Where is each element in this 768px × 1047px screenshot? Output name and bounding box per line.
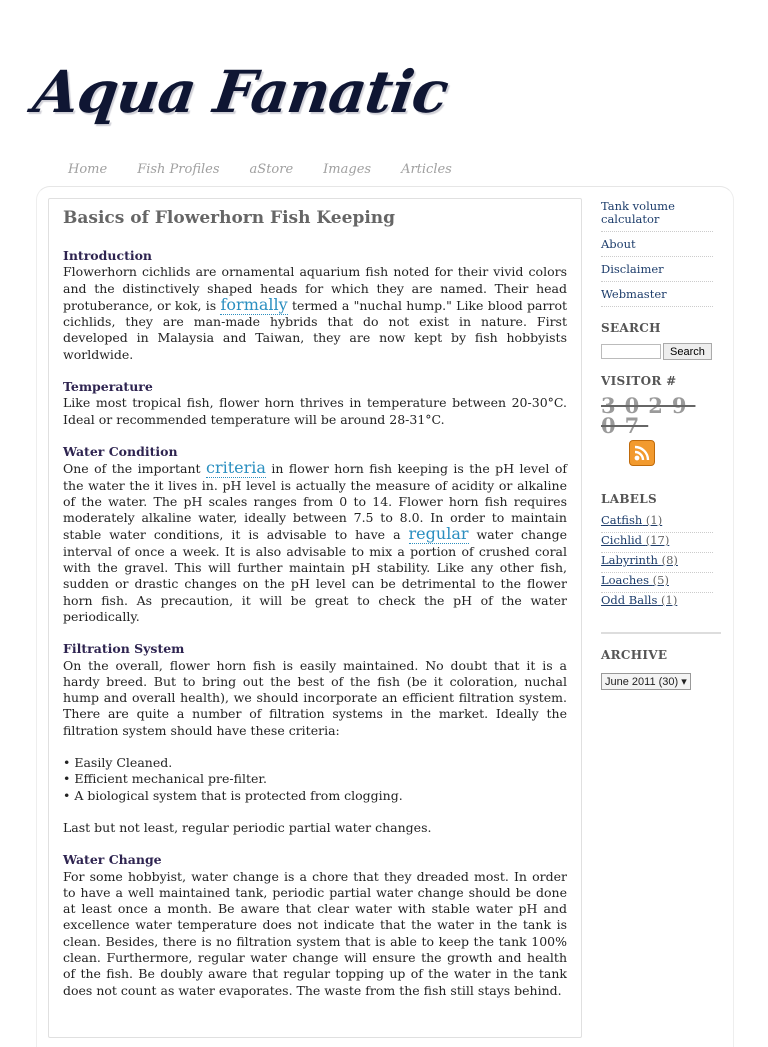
nav-astore[interactable]: aStore [249, 162, 294, 177]
label-catfish[interactable] [601, 514, 713, 533]
feed-widget [601, 438, 713, 478]
post-title[interactable]: Basics of Flowerhorn Fish Keeping [63, 208, 396, 228]
search-button[interactable]: Search [663, 343, 712, 360]
label-count: (1) [661, 593, 678, 607]
paragraph-text: in flower horn fish keeping is the pH level of the water the it lives in. pH level is actually the measure of acidity or alkaline of the water. The pH scales ranges from 0 to 14. Flower horn fish requires moderately alkaline water, ideally between 7.5 to 8.0. In order to maintain stable water conditions, it is advisable to have a [63, 461, 567, 543]
site-title[interactable]: Aqua Fanatic [29, 58, 452, 126]
archive-selected-value: June 2011 (30) [605, 676, 679, 688]
section-heading-water-condition: Water Condition [63, 443, 178, 459]
list-item: • Easily Cleaned. [63, 755, 173, 771]
label-cichlid[interactable] [601, 534, 713, 553]
search-form [601, 343, 713, 360]
label-count: (5) [652, 573, 669, 587]
paragraph-temperature: Like most tropical fish, flower horn thrives in temperature between 20-30°C. Ideal or recommended temperature will be around 28-31°C. [63, 395, 567, 427]
label-name: Odd Balls [601, 593, 658, 607]
section-heading-temperature: Temperature [63, 379, 153, 395]
labels-widget-title: LABELS [601, 492, 657, 506]
top-navigation [68, 162, 482, 177]
label-loaches[interactable] [601, 574, 713, 593]
nav-fish-profiles[interactable]: Fish Profiles [137, 162, 220, 177]
section-heading-introduction: Introduction [63, 248, 153, 263]
sidebar-link-about[interactable]: About [601, 238, 713, 257]
list-item: • A biological system that is protected from clogging. [63, 787, 403, 803]
label-name: Catfish [601, 513, 643, 527]
paragraph-introduction [63, 264, 567, 363]
divider [601, 632, 721, 634]
label-odd-balls[interactable] [601, 594, 713, 612]
visitor-counter: 302907 [601, 393, 696, 438]
nav-images[interactable]: Images [323, 162, 372, 177]
label-name: Labyrinth [601, 553, 658, 567]
blog-post [48, 198, 582, 1038]
paragraph-text: water change interval of once a week. It is also advisable to mix a portion of crushed coral with the gravel. This will further maintain pH stability. Like any other fish, sudden or drastic changes on the pH level can be detrimental to the flower horn fish. As precaution, it will be great to check the pH of the water periodically. [63, 527, 567, 624]
section-heading-water-change: Water Change [63, 852, 162, 868]
list-item: • Efficient mechanical pre-filter. [63, 771, 267, 787]
search-widget-title: SEARCH [601, 321, 661, 335]
label-name: Loaches [601, 573, 649, 587]
visitor-widget-title: VISITOR # [601, 374, 677, 388]
paragraph-text: termed a "nuchal hump." Like blood parrot cichlids, they are man-made hybrids that do not exist in nature. First developed in Malaysia and Taiwan, they are now kept by fish hobbyists worldwide. [63, 297, 567, 362]
label-count: (1) [645, 513, 663, 527]
sidebar-link-tank-volume[interactable]: Tank volume calculator [601, 200, 713, 232]
search-input[interactable] [601, 344, 661, 359]
rss-feed-icon[interactable] [629, 440, 655, 466]
archive-dropdown[interactable] [601, 673, 691, 690]
label-labyrinth[interactable] [601, 554, 713, 573]
rss-glyph-icon [630, 441, 654, 465]
keyword-link-formally[interactable]: formally [220, 294, 288, 314]
sidebar-link-disclaimer[interactable]: Disclaimer [601, 263, 713, 282]
chevron-down-icon: ▾ [681, 676, 687, 688]
keyword-link-regular[interactable]: regular [408, 524, 469, 544]
paragraph-text: One of the important [63, 461, 206, 477]
paragraph-water-condition [63, 460, 567, 625]
nav-home[interactable]: Home [68, 162, 108, 177]
keyword-link-criteria[interactable]: criteria [206, 458, 266, 478]
criteria-list [63, 755, 567, 804]
section-heading-filtration: Filtration System [63, 641, 185, 657]
paragraph-water-change: For some hobbyist, water change is a chore that they dreaded most. In order to have a well maintained tank, periodic partial water change should be done at least once a month. Be aware that clear water with stable water pH and excellence water temperature does not indicate that the water in the tank is clean. Besides, there is no filtration system that is able to keep the tank 100% clean. Furthermore, regular water change will ensure the growth and health of the fish. Be doubly aware that regular topping up of the water in the tank does not count as water evaporates. The waste from the fish still stays behind. [63, 868, 567, 998]
label-count: (8) [661, 553, 678, 567]
nav-articles[interactable]: Articles [401, 162, 452, 177]
label-name: Cichlid [601, 533, 643, 547]
paragraph-filtration: On the overall, flower horn fish is easily maintained. No doubt that it is a hardy breed. But to bring out the best of the fish (be it coloration, nuchal hump and overall health), we should incorporate an efficient filtration system. There are quite a number of filtration systems in the market. Ideally the filtration system should have these criteria: [63, 657, 567, 738]
label-count: (17) [645, 533, 670, 547]
sidebar-link-webmaster[interactable]: Webmaster [601, 288, 713, 307]
paragraph-last: Last but not least, regular periodic partial water changes. [63, 819, 432, 835]
archive-widget-title: ARCHIVE [601, 648, 668, 662]
sidebar [601, 200, 713, 690]
paragraph-text: Flowerhorn cichlids are ornamental aquarium fish noted for their vivid colors and the distinctively shaped heads for which they are named. Their head protuberance, or kok, is [63, 264, 567, 313]
